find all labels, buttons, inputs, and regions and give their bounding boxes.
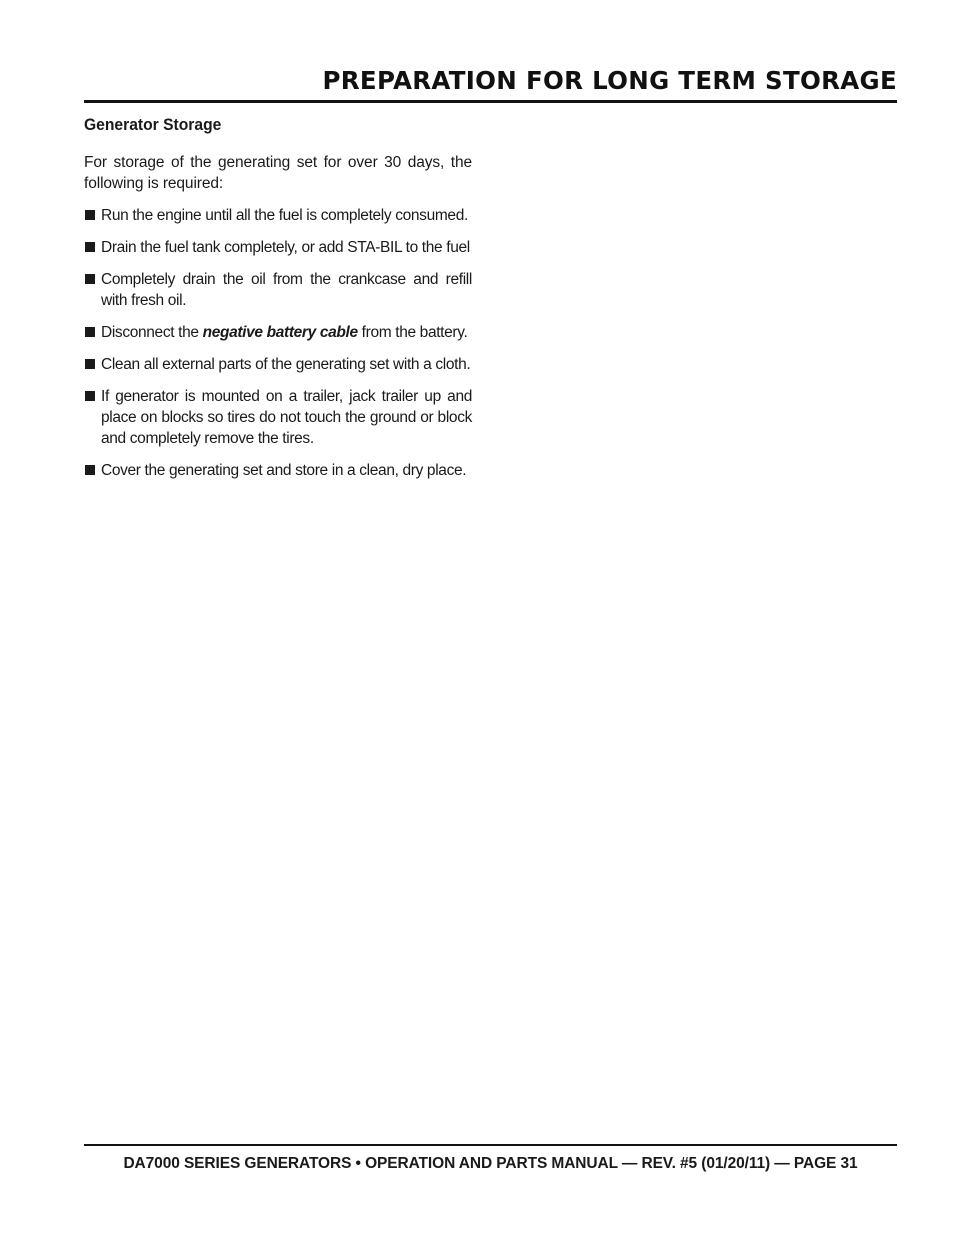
section-heading: Generator Storage bbox=[84, 115, 222, 134]
page-title: PREPARATION FOR LONG TERM STORAGE bbox=[322, 66, 897, 95]
list-item bbox=[84, 205, 472, 226]
square-bullet-icon bbox=[85, 391, 95, 401]
square-bullet-icon bbox=[85, 210, 95, 220]
emphasis-text: negative battery cable bbox=[202, 324, 358, 341]
list-item-text: Drain the fuel tank completely, or add STA-BIL to the fuel bbox=[101, 239, 470, 256]
list-item-text: If generator is mounted on a trailer, jack trailer up and place on blocks so tires do not touch the ground or block and completely remove the tires. bbox=[101, 388, 472, 447]
list-item bbox=[84, 460, 472, 481]
title-divider bbox=[84, 100, 897, 103]
storage-steps-list bbox=[84, 205, 472, 481]
list-item bbox=[84, 354, 472, 375]
list-item bbox=[84, 269, 472, 311]
list-item-text: Disconnect the negative battery cable from the battery. bbox=[101, 324, 468, 341]
square-bullet-icon bbox=[85, 274, 95, 284]
square-bullet-icon bbox=[85, 359, 95, 369]
list-item-text: Clean all external parts of the generating set with a cloth. bbox=[101, 356, 471, 373]
main-content bbox=[84, 112, 472, 492]
footer-divider bbox=[84, 1144, 897, 1146]
list-item-text: Run the engine until all the fuel is completely consumed. bbox=[101, 207, 468, 224]
intro-paragraph: For storage of the generating set for over 30 days, the following is required: bbox=[84, 154, 472, 192]
list-item-text: Cover the generating set and store in a clean, dry place. bbox=[101, 462, 467, 479]
page-footer: DA7000 SERIES GENERATORS • OPERATION AND PARTS MANUAL — REV. #5 (01/20/11) — PAGE 31 bbox=[123, 1155, 858, 1172]
square-bullet-icon bbox=[85, 465, 95, 475]
list-item-text: Completely drain the oil from the crankcase and refill with fresh oil. bbox=[101, 271, 472, 309]
list-item bbox=[84, 386, 472, 449]
list-item bbox=[84, 237, 472, 258]
square-bullet-icon bbox=[85, 242, 95, 252]
list-item bbox=[84, 322, 472, 343]
square-bullet-icon bbox=[85, 327, 95, 337]
